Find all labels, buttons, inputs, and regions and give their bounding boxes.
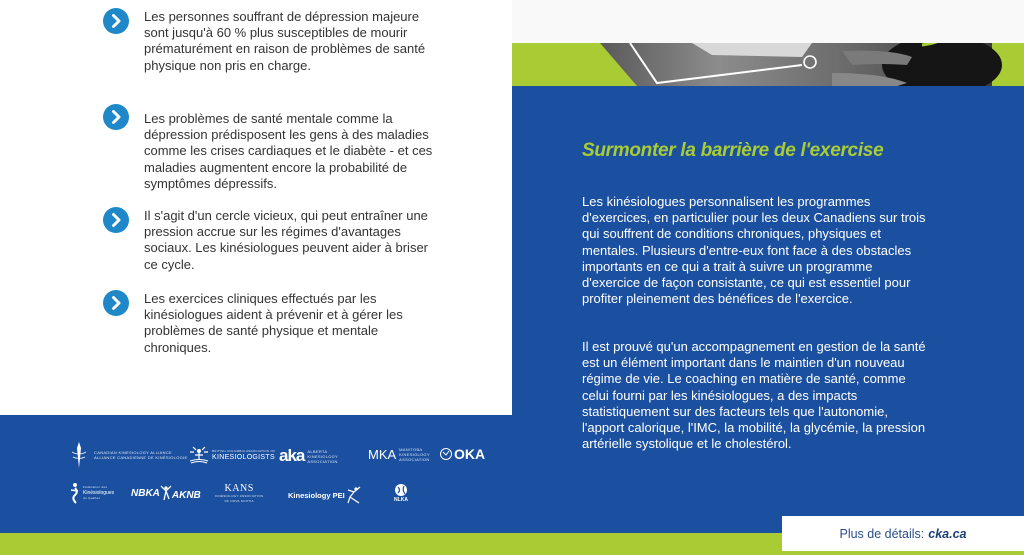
logo-oka	[439, 446, 485, 462]
logo-mka-mark: MKA	[368, 447, 397, 462]
logo-aka-mark: aka	[279, 446, 305, 465]
logo-kpei-text: Kinesiology PEI	[288, 490, 345, 500]
logo-cka-line2: ALLIANCE CANADIENNE DE KINÉSIOLOGIE	[94, 455, 188, 460]
fact-text: Les exercices cliniques effectués par les kinésiologues aident à prévenir et à gérer les problèmes de santé physique et mentale chroniques.	[144, 291, 403, 355]
logo-nlka-mark: NLKA	[394, 497, 408, 503]
logo-fkq-line2: Kinésiologues	[83, 490, 115, 496]
more-details-label: Plus de détails:	[839, 526, 925, 541]
logo-aka-line2: KINESIOLOGY	[307, 453, 339, 459]
maple-figure-icon	[70, 442, 88, 468]
logo-fkq	[70, 482, 114, 504]
logo-aka-line3: ASSOCIATION	[307, 458, 338, 464]
chevron-right-icon	[103, 207, 129, 233]
logo-nlka	[393, 483, 409, 503]
top-right-margin	[512, 0, 1024, 43]
fact-text: Les problèmes de santé mentale comme la dépression prédisposent les gens à des maladies comme les crises cardiaques et le diabète - et ces maladies augmentent encore la probabilité de symptômes dépressifs.	[144, 111, 433, 191]
fact-text: Les personnes souffrant de dépression majeure sont jusqu'à 60 % plus susceptibles de mourir prématurément en raison de problèmes de santé physique non pris en charge.	[144, 9, 426, 73]
running-figure-icon	[70, 482, 80, 504]
logo-mka	[368, 447, 430, 462]
logo-mka-line1: MANITOBA	[399, 447, 423, 452]
chevron-right-icon	[103, 8, 129, 34]
logo-bcak-line2: KINESIOLOGISTS	[212, 454, 275, 461]
kicking-figure-icon	[345, 486, 361, 504]
fact-text: Il s'agit d'un cercle vicieux, qui peut entraîner une pression accrue sur les régimes d'avantages sociaux. Les kinésiologues peuvent aider à briser ce cycle.	[144, 208, 429, 272]
logo-aka-line1: ALBERTA	[307, 448, 328, 454]
section-title: Surmonter la barrière de l'exercise	[582, 140, 884, 161]
logo-kpei	[288, 486, 361, 504]
logo-kans	[215, 483, 263, 504]
logo-kans-mark: KANS	[224, 483, 254, 494]
logo-aka	[279, 446, 338, 466]
website-link[interactable]: cka.ca	[928, 526, 967, 541]
globe-icon	[393, 483, 409, 497]
logo-cka	[70, 442, 187, 468]
jumping-figure-icon	[160, 485, 172, 501]
logo-mka-line2: KINESIOLOGY	[399, 452, 430, 457]
hero-photo-strip	[512, 43, 1024, 86]
section-paragraph: Les kinésiologues personnalisent les programmes d'exercices, en particulier pour les deux Canadiens sur trois qui souffrent de conditions chroniques, physiques et mentales. Plusieurs d'entre-eux font face à des obstacles importants en ce qui a trait à suivre un programme d'exercice de façon consistante, ce qui est essentiel pour profiter pleinement des bénéfices de l'exercice.	[582, 194, 926, 307]
logo-bcak-line1: BRITISH COLUMBIA ASSOCIATION OF	[212, 449, 276, 453]
key-facts-panel	[0, 0, 512, 415]
logo-bcak	[189, 446, 275, 464]
more-details-box	[782, 516, 1024, 551]
partner-logos	[0, 440, 512, 510]
logo-kans-line2: OF NOVA SCOTIA	[224, 499, 254, 503]
chevron-right-icon	[103, 104, 129, 130]
logo-fkq-line1: Fédération des	[83, 485, 108, 489]
logo-nbka-right: AKNB	[171, 490, 201, 501]
hands-ball-photo	[512, 43, 1024, 86]
chevron-right-icon	[103, 290, 129, 316]
section-paragraph: Il est prouvé qu'un accompagnement en gestion de la santé est un élément important dans le maintien d'un nouveau régime de vie. Le coaching en matière de santé, comme celui fourni par les kinésiologues, a des impacts statistiquement sur des facteurs tels que l'autonomie, l'apport calorique, l'IMC, la mobilité, la glycémie, la pression artérielle systolique et le cholestérol.	[582, 339, 926, 452]
logo-cka-line1: CANADIAN KINESIOLOGY ALLIANCE	[94, 450, 172, 455]
logo-oka-mark: OKA	[454, 446, 486, 462]
logo-fkq-line3: du Québec	[83, 496, 101, 500]
logo-nbka	[131, 485, 201, 501]
globe-figure-icon	[439, 447, 453, 461]
logo-kans-line1: KINESIOLOGY ASSOCIATION	[215, 494, 264, 498]
sunburst-figure-icon	[189, 446, 209, 464]
logo-mka-line3: ASSOCIATION	[399, 457, 430, 462]
logo-nbka-left: NBKA	[131, 487, 160, 499]
